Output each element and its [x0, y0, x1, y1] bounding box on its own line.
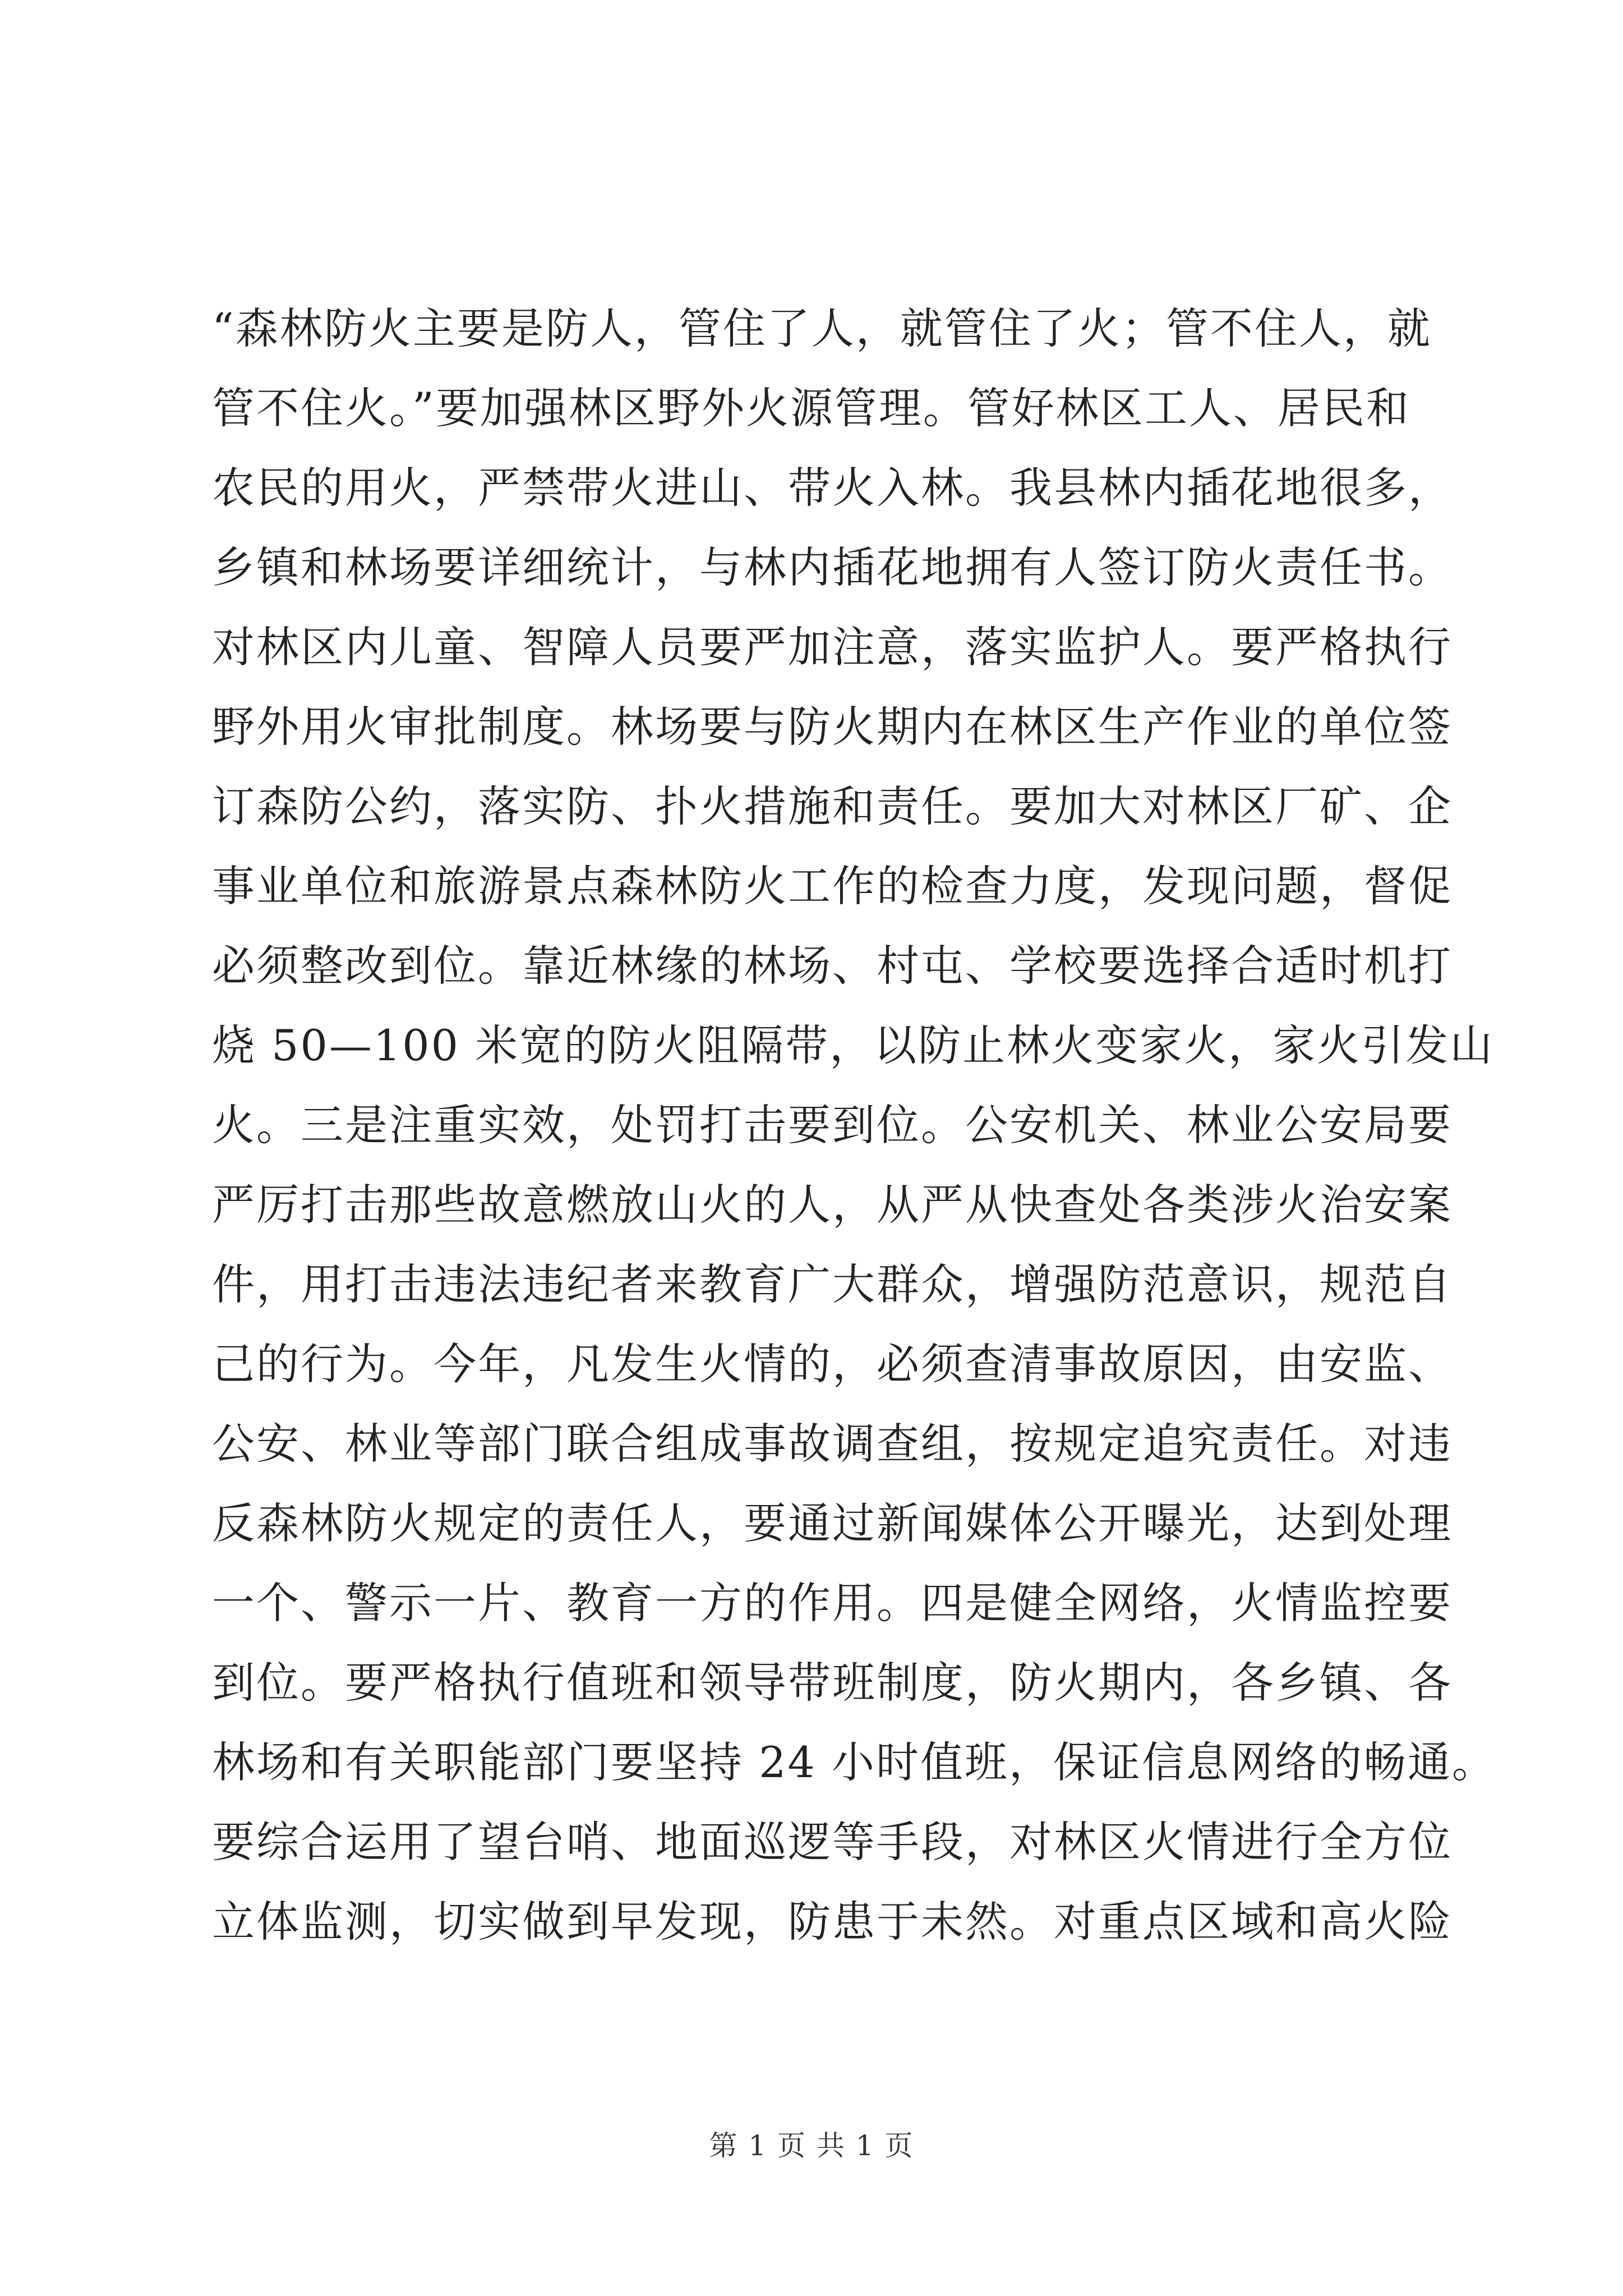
text-line: 林场和有关职能部门要坚持 24 小时值班，保证信息网络的畅通。 [212, 1737, 1497, 1787]
text-line: 订森防公约，落实防、扑火措施和责任。要加大对林区厂矿、企 [212, 781, 1453, 831]
text-line: 立体监测，切实做到早发现，防患于未然。对重点区域和高火险 [212, 1897, 1453, 1947]
text-line: 要综合运用了望台哨、地面巡逻等手段，对林区火情进行全方位 [212, 1817, 1453, 1867]
text-line: 己的行为。今年，凡发生火情的，必须查清事故原因，由安监、 [212, 1339, 1453, 1389]
text-line: 对林区内儿童、智障人员要严加注意，落实监护人。要严格执行 [212, 622, 1453, 672]
text-line: 乡镇和林场要详细统计，与林内插花地拥有人签订防火责任书。 [212, 542, 1453, 592]
text-line: 管不住火。”要加强林区野外火源管理。管好林区工人、居民和 [212, 383, 1410, 433]
text-line: “森林防火主要是防人，管住了人，就管住了火；管不住人，就 [212, 303, 1432, 353]
text-line: 事业单位和旅游景点森林防火工作的检查力度，发现问题，督促 [212, 861, 1453, 911]
text-line: 烧 50—100 米宽的防火阻隔带，以防止林火变家火，家火引发山 [212, 1020, 1495, 1070]
page-footer [0, 2126, 1623, 2165]
text-line: 火。三是注重实效，处罚打击要到位。公安机关、林业公安局要 [212, 1100, 1453, 1150]
text-line: 野外用火审批制度。林场要与防火期内在林区生产作业的单位签 [212, 702, 1453, 752]
text-line: 公安、林业等部门联合组成事故调查组，按规定追究责任。对违 [212, 1419, 1453, 1469]
text-line: 一个、警示一片、教育一方的作用。四是健全网络，火情监控要 [212, 1578, 1453, 1628]
text-line: 件，用打击违法违纪者来教育广大群众，增强防范意识，规范自 [212, 1259, 1453, 1309]
text-line: 农民的用火，严禁带火进山、带火入林。我县林内插花地很多， [212, 463, 1453, 513]
text-line: 必须整改到位。靠近林缘的林场、村屯、学校要选择合适时机打 [212, 941, 1453, 991]
text-line: 严厉打击那些故意燃放山火的人，从严从快查处各类涉火治安案 [212, 1180, 1453, 1230]
text-line: 到位。要严格执行值班和领导带班制度，防火期内，各乡镇、各 [212, 1658, 1453, 1708]
page-number: 第 1 页 共 1 页 [709, 2129, 914, 2162]
text-line: 反森林防火规定的责任人，要通过新闻媒体公开曝光，达到处理 [212, 1498, 1453, 1548]
body-text [212, 289, 1497, 1962]
